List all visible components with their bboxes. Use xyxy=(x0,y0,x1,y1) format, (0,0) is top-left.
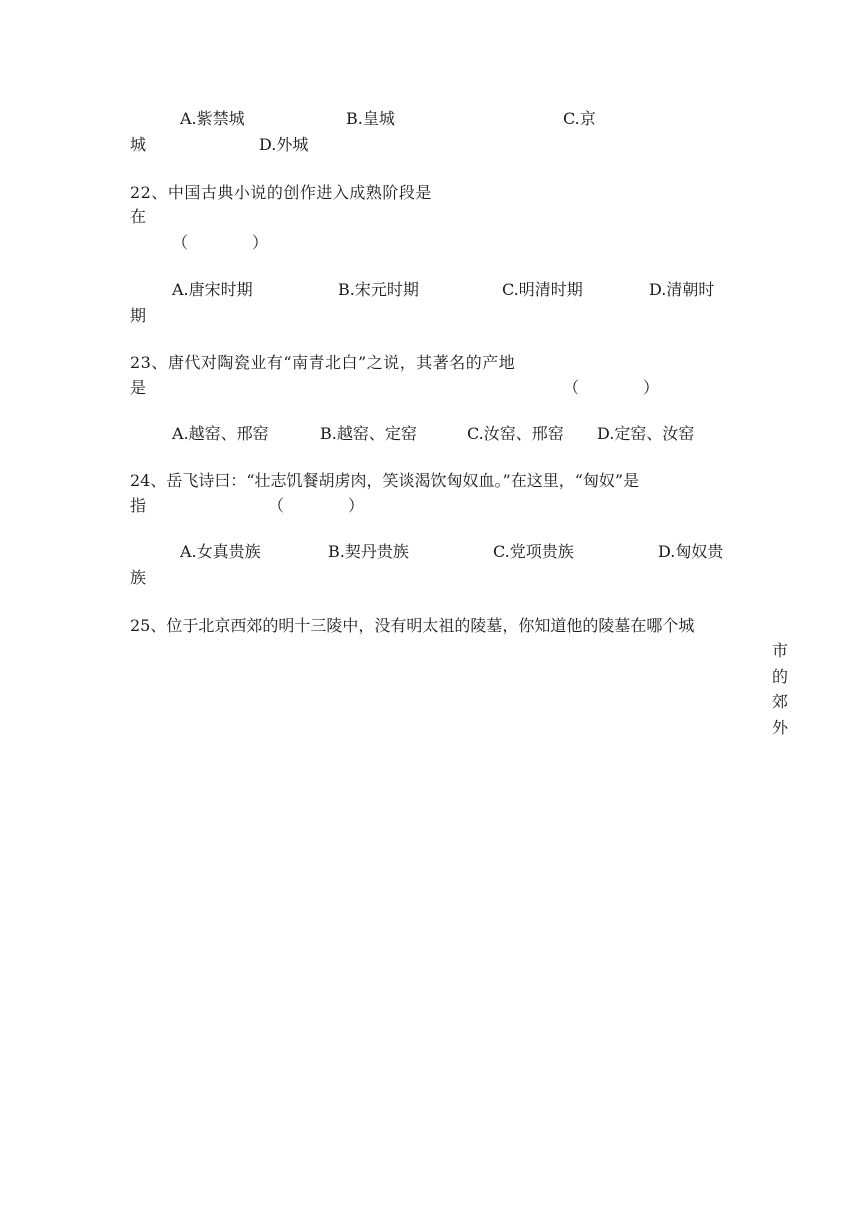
q21-option-d: D.外城 xyxy=(259,135,309,154)
q22-stem-wrap: 在 xyxy=(130,207,147,226)
q25-overflow-char: 市 xyxy=(772,641,789,660)
q23-option-c: C.汝窑、邢窑 xyxy=(467,424,564,443)
q24-option-d-wrap: 族 xyxy=(130,568,147,587)
q21-option-a: A.紫禁城 xyxy=(180,109,245,128)
q21-option-c: C.京 xyxy=(563,109,596,128)
q24-option-d: D.匈奴贵 xyxy=(658,542,724,561)
q22-option-d-wrap: 期 xyxy=(130,306,147,325)
q23-stem-wrap: 是 xyxy=(130,378,147,397)
q24-option-b: B.契丹贵族 xyxy=(328,542,409,561)
q23-option-a: A.越窑、邢窑 xyxy=(172,424,269,443)
q22-option-c: C.明清时期 xyxy=(502,280,583,299)
q25-overflow-char: 外 xyxy=(772,718,789,737)
q22-stem: 22、中国古典小说的创作进入成熟阶段是 xyxy=(130,183,432,202)
q21-option-b: B.皇城 xyxy=(346,109,395,128)
q23-option-d: D.定窑、汝窑 xyxy=(597,424,695,443)
q23-answer-blank: （ ） xyxy=(563,378,660,397)
q25-overflow-char: 的 xyxy=(772,667,789,686)
q25-stem: 25、位于北京西郊的明十三陵中，没有明太祖的陵墓，你知道他的陵墓在哪个城 xyxy=(130,616,695,635)
q24-stem-wrap: 指 xyxy=(130,496,147,515)
q25-overflow-char: 郊 xyxy=(772,692,789,711)
q24-option-c: C.党项贵族 xyxy=(493,542,574,561)
q22-option-a: A.唐宋时期 xyxy=(172,280,253,299)
q24-stem: 24、岳飞诗曰：“壮志饥餐胡虏肉，笑谈渴饮匈奴血。”在这里，“匈奴”是 xyxy=(130,471,640,490)
q24-answer-blank: （ ） xyxy=(268,496,365,515)
q23-option-b: B.越窑、定窑 xyxy=(320,424,417,443)
q23-stem: 23、唐代对陶瓷业有“南青北白”之说，其著名的产地 xyxy=(130,353,516,372)
q24-option-a: A.女真贵族 xyxy=(180,542,261,561)
q22-option-d: D.清朝时 xyxy=(649,280,715,299)
q22-option-b: B.宋元时期 xyxy=(338,280,419,299)
q22-answer-blank: （ ） xyxy=(172,233,269,252)
q21-option-c-wrap: 城 xyxy=(130,135,147,154)
